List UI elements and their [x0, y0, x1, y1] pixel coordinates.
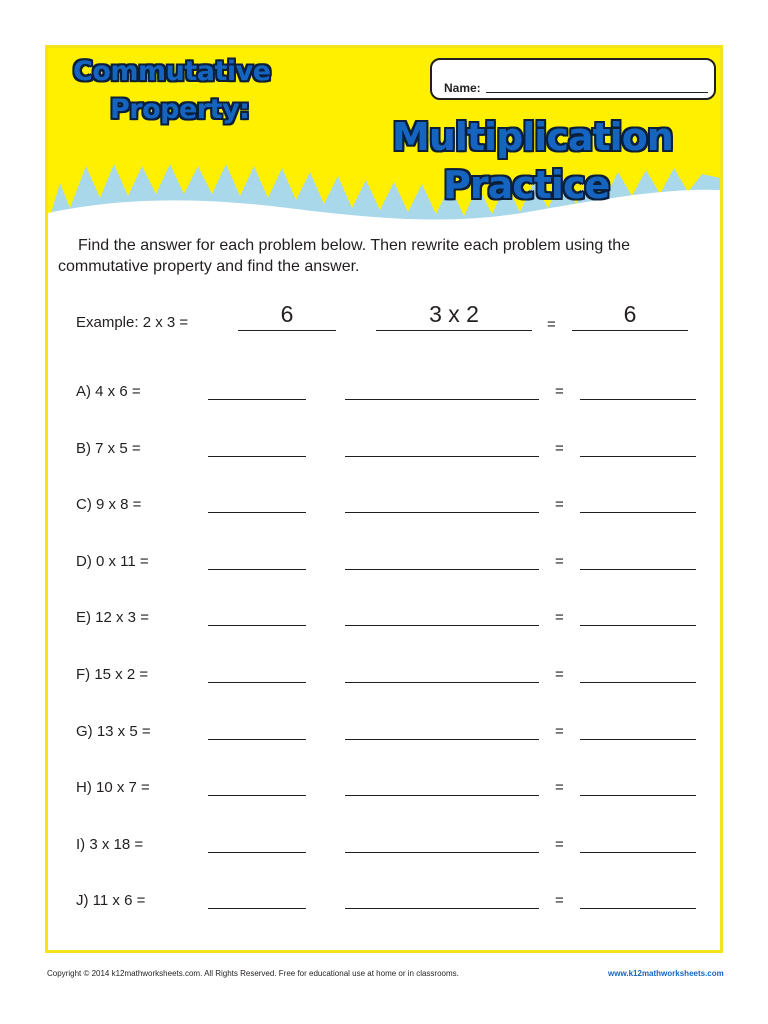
problem-label: E) 12 x 3 =	[76, 609, 149, 626]
rewrite-blank[interactable]	[345, 739, 539, 740]
rewrite-blank[interactable]	[345, 682, 539, 683]
equals-sign: =	[555, 666, 564, 683]
problem-label: D) 0 x 11 =	[76, 553, 149, 570]
rewrite-blank[interactable]	[345, 399, 539, 400]
answer-blank[interactable]	[208, 625, 306, 626]
rewrite-blank[interactable]	[345, 908, 539, 909]
answer-blank[interactable]	[208, 739, 306, 740]
rewrite-answer-blank[interactable]	[580, 795, 696, 796]
answer-blank[interactable]	[208, 908, 306, 909]
equals-sign: =	[555, 496, 564, 513]
equals-sign: =	[555, 836, 564, 853]
example-label: Example: 2 x 3 =	[76, 314, 189, 331]
problem-label: A) 4 x 6 =	[76, 383, 141, 400]
rewrite-answer-blank[interactable]	[580, 569, 696, 570]
equals-sign: =	[555, 440, 564, 457]
equals-sign: =	[555, 383, 564, 400]
problem-label: I) 3 x 18 =	[76, 836, 144, 853]
rewrite-answer-blank[interactable]	[580, 739, 696, 740]
rewrite-blank[interactable]	[345, 569, 539, 570]
answer-blank[interactable]	[208, 456, 306, 457]
equals-sign: =	[555, 609, 564, 626]
problem-label: H) 10 x 7 =	[76, 779, 150, 796]
problem-label: J) 11 x 6 =	[76, 892, 146, 909]
rewrite-blank[interactable]	[345, 852, 539, 853]
example-answer: 6	[280, 301, 294, 327]
subtitle-practice: Practice	[443, 163, 610, 207]
name-label: Name:	[444, 81, 481, 95]
equals-sign: =	[555, 723, 564, 740]
footer-copyright: Copyright © 2014 k12mathworksheets.com. All Rights Reserved. Free for educational use at home or in classrooms.	[47, 969, 459, 978]
equals-sign: =	[555, 553, 564, 570]
equals-sign: =	[555, 892, 564, 909]
rewrite-blank[interactable]	[345, 456, 539, 457]
rewrite-answer-blank[interactable]	[580, 625, 696, 626]
example-rewritten: 3 x 2	[429, 301, 479, 327]
subtitle-multiplication: Multiplication	[392, 115, 673, 159]
problem-label: B) 7 x 5 =	[76, 440, 141, 457]
instructions-text: Find the answer for each problem below. Then rewrite each problem using the commutative property and find the answer.	[58, 237, 631, 275]
equals-sign: =	[555, 779, 564, 796]
name-field[interactable]	[486, 92, 708, 93]
answer-blank[interactable]	[208, 852, 306, 853]
rewrite-answer-blank[interactable]	[580, 456, 696, 457]
answer-blank[interactable]	[208, 682, 306, 683]
example-answer-line	[238, 330, 336, 331]
answer-blank[interactable]	[208, 569, 306, 570]
footer-url[interactable]: www.k12mathworksheets.com	[608, 969, 724, 978]
problem-label: G) 13 x 5 =	[76, 723, 151, 740]
answer-blank[interactable]	[208, 399, 306, 400]
problem-label: F) 15 x 2 =	[76, 666, 149, 683]
example-rewritten-answer-line	[572, 330, 688, 331]
rewrite-blank[interactable]	[345, 512, 539, 513]
rewrite-answer-blank[interactable]	[580, 512, 696, 513]
rewrite-blank[interactable]	[345, 795, 539, 796]
answer-blank[interactable]	[208, 512, 306, 513]
example-rewritten-line	[376, 330, 532, 331]
name-box	[430, 58, 716, 100]
problem-label: C) 9 x 8 =	[76, 496, 142, 513]
example-rewritten-answer: 6	[623, 301, 637, 327]
rewrite-answer-blank[interactable]	[580, 908, 696, 909]
rewrite-blank[interactable]	[345, 625, 539, 626]
answer-blank[interactable]	[208, 795, 306, 796]
title-commutative: Commutative	[73, 56, 271, 87]
example-equals: =	[547, 316, 556, 333]
rewrite-answer-blank[interactable]	[580, 682, 696, 683]
rewrite-answer-blank[interactable]	[580, 399, 696, 400]
title-property: Property:	[110, 94, 250, 125]
rewrite-answer-blank[interactable]	[580, 852, 696, 853]
